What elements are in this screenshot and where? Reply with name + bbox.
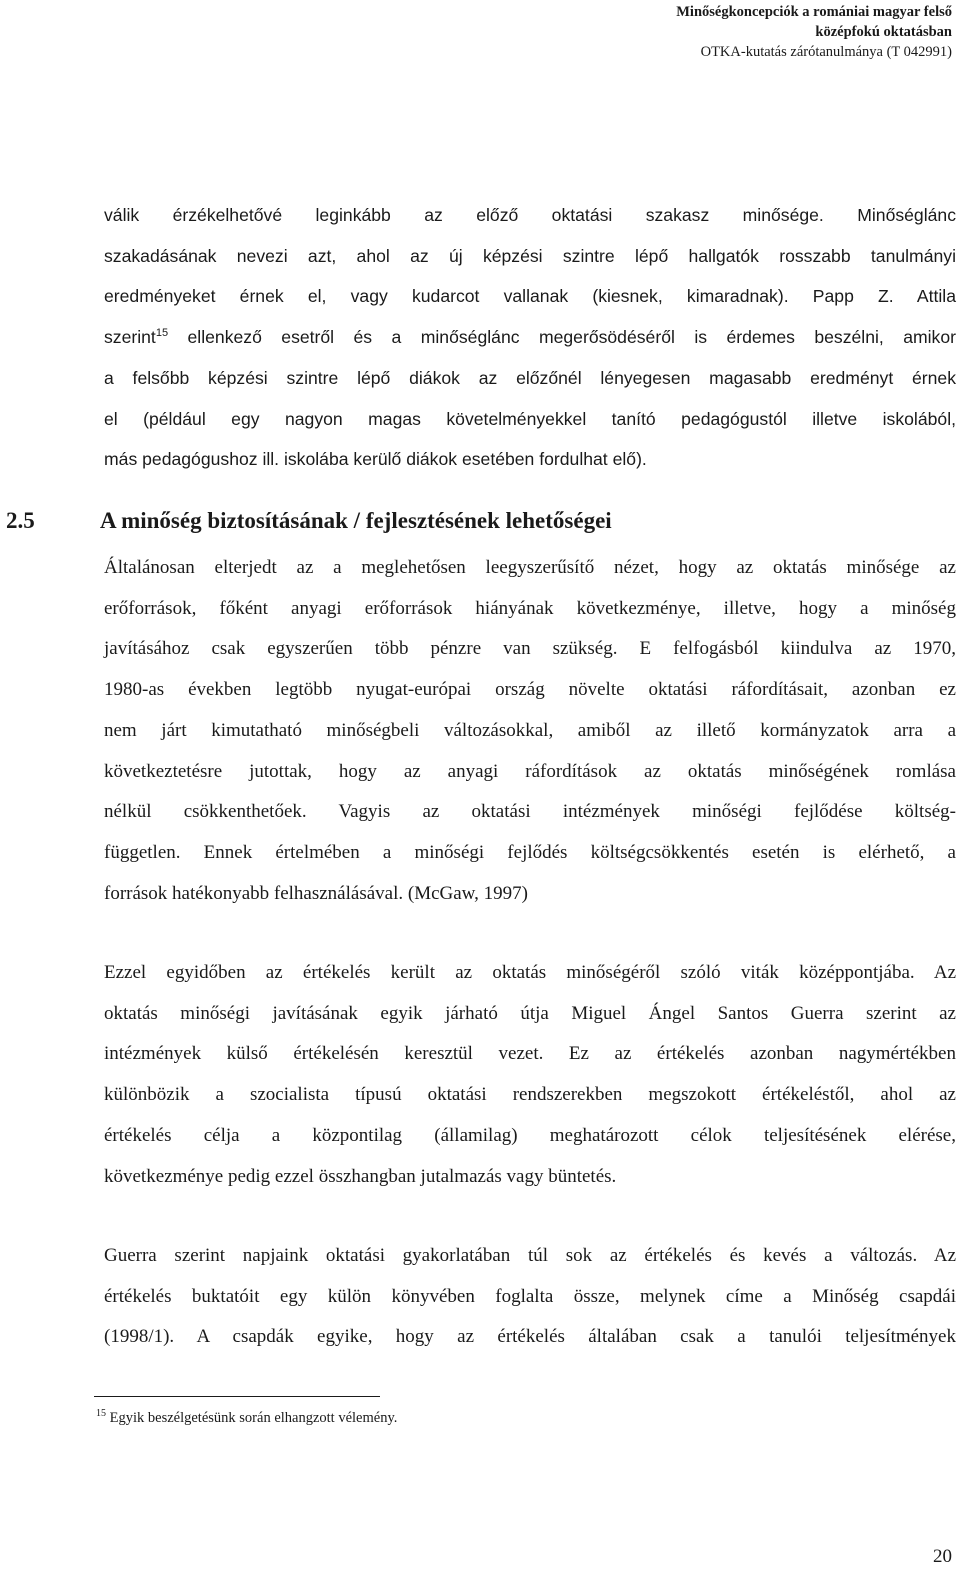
paragraph-line: értékelés célja a központilag (államilag) meghatározott célok teljesítésének elérése, — [104, 1124, 956, 1146]
header-title-line1: Minőségkoncepciók a romániai magyar felső — [676, 4, 952, 20]
paragraph-line-with-footnote — [104, 317, 956, 358]
paragraph-line: el (például egy nagyon magas követelményekkel tanító pedagógustól illetve iskolából, — [104, 408, 956, 429]
paragraph-4-text — [104, 1236, 956, 1358]
paragraph-3 — [104, 953, 956, 1197]
footnote-reference: 15 — [155, 327, 169, 340]
header-title-line2: középfokú oktatásban — [815, 24, 952, 40]
paragraph-line: Ezzel egyidőben az értékelés került az oktatás minőségéről szóló viták középpontjába. Az — [104, 962, 956, 983]
header-project-line: OTKA-kutatás zárótanulmánya (T 042991) — [700, 44, 952, 60]
paragraph-line-rest: ellenkező esetről és a minőséglánc megerősödéséről is érdemes beszélni, amikor — [187, 327, 956, 348]
paragraph-line: intézmények külső értékelésén keresztül vezet. Ez az értékelés azonban nagymértékben — [104, 1043, 956, 1065]
footnote-text: Egyik beszélgetésünk során elhangzott vélemény. — [109, 1410, 398, 1426]
paragraph-line: a felsőbb képzési szintre lépő diákok az előzőnél lényegesen magasabb eredményt érnek — [104, 367, 956, 388]
running-header — [532, 2, 952, 62]
section-number: 2.5 — [6, 508, 35, 533]
paragraph-line: válik érzékelhetővé leginkább az előző oktatási szakasz minősége. Minőséglánc — [104, 205, 956, 225]
paragraph-line: független. Ennek értelmében a minőségi fejlődés költségcsökkentés esetén is elérhető, a — [104, 841, 956, 863]
paragraph-line: oktatás minőségi javításának egyik járható útja Miguel Ángel Santos Guerra szerint az — [104, 1002, 956, 1024]
paragraph-line: források hatékonyabb felhasználásával. (McGaw, 1997) — [104, 882, 528, 904]
paragraph-line: 1980-as években legtöbb nyugat-európai ország növelte oktatási ráfordításait, azonban ez — [104, 679, 956, 701]
paragraph-line: (1998/1). A csapdák egyike, hogy az értékelés általában csak a tanulói teljesítmények — [104, 1326, 956, 1348]
paragraph-line: következtetésre jutottak, hogy az anyagi ráfordítások az oktatás minőségének romlása — [104, 760, 956, 782]
paragraph-line: Guerra szerint napjaink oktatási gyakorlatában túl sok az értékelés és kevés a változás. Az — [104, 1245, 956, 1266]
paragraph-line-start: szerint — [104, 327, 156, 348]
page-number: 20 — [933, 1546, 952, 1567]
paragraph-4 — [104, 1236, 956, 1358]
paragraph-line: értékelés buktatóit egy külön könyvében foglalta össze, melynek címe a Minőség csapdái — [104, 1285, 956, 1307]
paragraph-line: eredményeket érnek el, vagy kudarcot vallanak (kiesnek, kimaradnak). Papp Z. Attila — [104, 286, 956, 307]
paragraph-2 — [104, 548, 956, 914]
footnote — [96, 1410, 397, 1427]
paragraph-line: következménye pedig ezzel összhangban jutalmazás vagy büntetés. — [104, 1165, 617, 1187]
section-heading — [6, 508, 612, 534]
paragraph-line: erőforrások, főként anyagi erőforrások hiányának következménye, illetve, hogy a minőség — [104, 597, 956, 619]
paragraph-line: Általánosan elterjedt az a meglehetősen leegyszerűsítő nézet, hogy az oktatás minősége az — [104, 557, 956, 578]
paragraph-3-text — [104, 953, 956, 1197]
footnote-separator — [94, 1396, 380, 1397]
paragraph-2-text — [104, 548, 956, 914]
paragraph-1-text — [104, 195, 956, 480]
paragraph-line: nem járt kimutatható minőségbeli változásokkal, amiből az illető kormányzatok arra a — [104, 719, 956, 741]
paragraph-line: javításához csak egyszerűen több pénzre van szükség. E felfogásból kiindulva az 1970, — [104, 638, 956, 660]
paragraph-line: nélkül csökkenthetőek. Vagyis az oktatási intézmények minőségi fejlődése költség- — [104, 801, 956, 823]
paragraph-line: más pedagógushoz ill. iskolába kerülő diákok esetében fordulhat elő). — [104, 449, 647, 470]
footnote-number: 15 — [96, 1408, 106, 1420]
paragraph-1 — [104, 195, 956, 480]
section-title: A minőség biztosításának / fejlesztésének lehetőségei — [100, 508, 612, 533]
paragraph-line: különbözik a szocialista típusú oktatási rendszerekben megszokott értékeléstől, ahol az — [104, 1084, 956, 1106]
paragraph-line: szakadásának nevezi azt, ahol az új képzési szintre lépő hallgatók rosszabb tanulmányi — [104, 245, 956, 266]
